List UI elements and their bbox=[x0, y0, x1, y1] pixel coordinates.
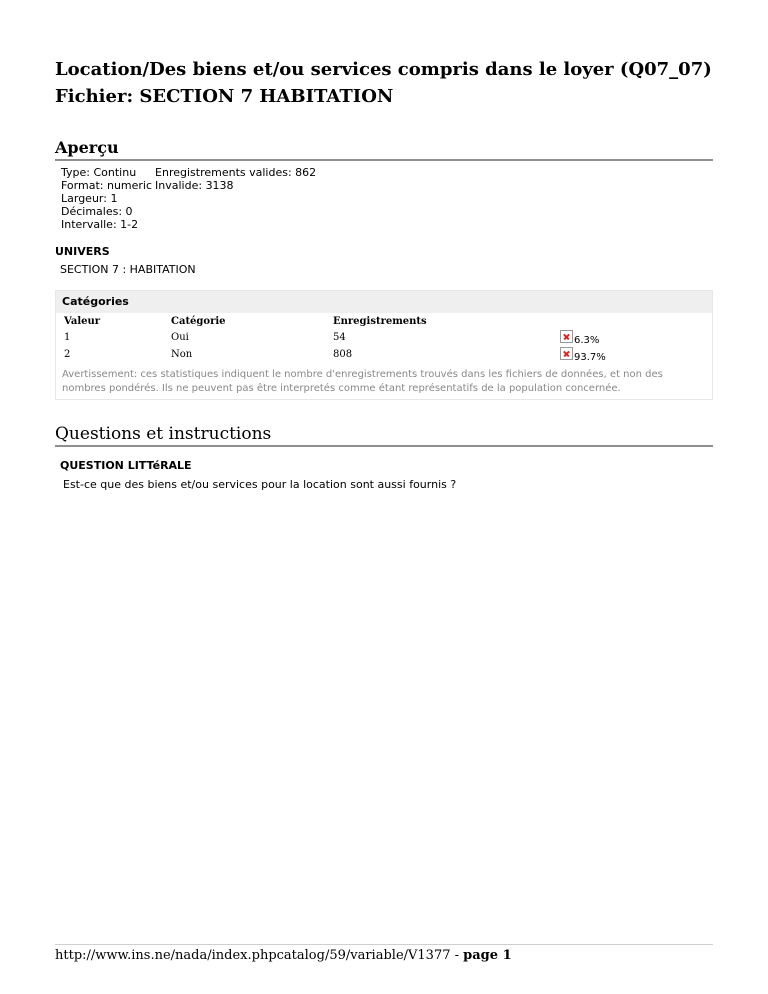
row-category: Oui bbox=[171, 332, 189, 343]
universe-text: SECTION 7 : HABITATION bbox=[60, 263, 196, 276]
categories-panel bbox=[55, 290, 713, 400]
overview-range: Intervalle: 1-2 bbox=[61, 218, 139, 231]
footer-url: http://www.ins.ne/nada/index.phpcatalog/59/variable/V1377 bbox=[55, 948, 451, 963]
overview-decimals: Décimales: 0 bbox=[61, 205, 133, 218]
footer-separator: - bbox=[450, 948, 464, 963]
row-category: Non bbox=[171, 349, 193, 360]
page-title bbox=[55, 56, 715, 110]
overview-format: Format: numeric bbox=[61, 179, 153, 192]
row-count: 808 bbox=[333, 349, 353, 360]
col-records-header: Enregistrements bbox=[333, 316, 427, 327]
overview-valid: Enregistrements valides: 862 bbox=[155, 166, 317, 179]
col-category-header: Catégorie bbox=[171, 316, 226, 327]
broken-image-icon bbox=[560, 347, 573, 360]
page-footer bbox=[55, 944, 713, 963]
row-percent: 6.3% bbox=[574, 335, 600, 346]
statistics-warning: Avertissement: ces statistiques indiquent le nombre d'enregistrements trouvés dans les fichiers de données, et non des nombres pondérés. Ils ne peuvent pas être interpretés comme étant représentatifs de la population concernée. bbox=[62, 369, 663, 394]
overview-heading: Aperçu bbox=[55, 138, 713, 161]
footer-page-number: page 1 bbox=[463, 948, 512, 963]
overview-invalid: Invalide: 3138 bbox=[155, 179, 234, 192]
row-value: 1 bbox=[64, 332, 71, 343]
overview-width: Largeur: 1 bbox=[61, 192, 118, 205]
row-value: 2 bbox=[64, 349, 71, 360]
literal-question-text: Est-ce que des biens et/ou services pour la location sont aussi fournis ? bbox=[63, 478, 457, 491]
literal-question-heading: QUESTION LITTéRALE bbox=[60, 459, 192, 472]
overview-table bbox=[61, 166, 319, 231]
universe-heading: UNIVERS bbox=[55, 245, 110, 258]
row-percent: 93.7% bbox=[574, 352, 606, 363]
categories-heading: Catégories bbox=[56, 291, 712, 313]
overview-type: Type: Continu bbox=[61, 166, 137, 179]
title-line-1: Location/Des biens et/ou services compris dans le loyer (Q07_07) bbox=[55, 59, 712, 80]
broken-image-icon bbox=[560, 330, 573, 343]
row-count: 54 bbox=[333, 332, 346, 343]
col-value-header: Valeur bbox=[64, 316, 101, 327]
questions-heading: Questions et instructions bbox=[55, 424, 713, 447]
title-line-2: Fichier: SECTION 7 HABITATION bbox=[55, 86, 394, 107]
